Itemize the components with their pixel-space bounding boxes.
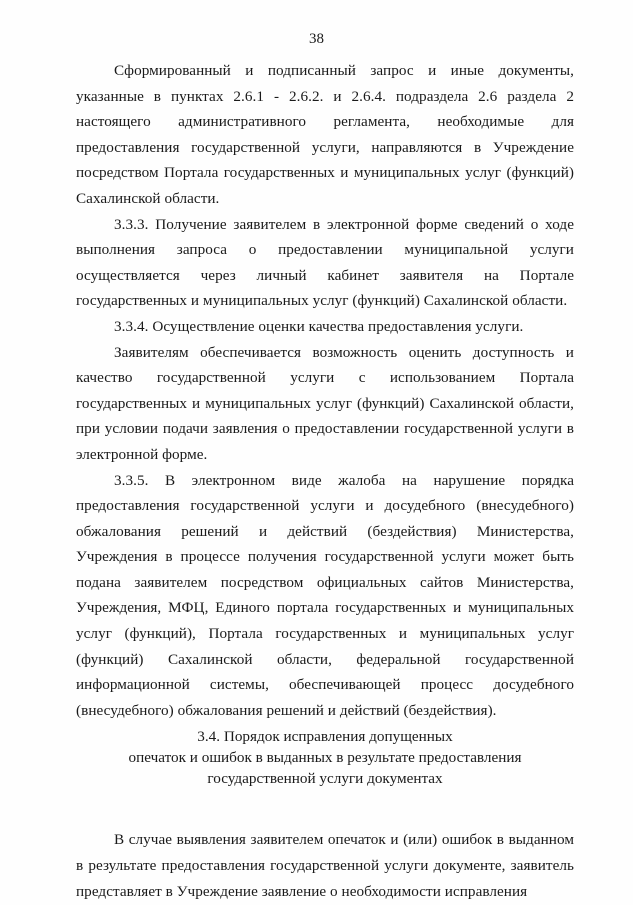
paragraph-request-submission: Сформированный и подписанный запрос и иные документы, указанные в пунктах 2.6.1 - 2.6.2. и 2.6.4. подраздела 2.6 раздела 2 настоящего административного регламента, необходимые для предоставления государственной услуги, направляются в Учреждение посредством Портала государственных и муниципальных услуг (функций) Сахалинской области. bbox=[76, 62, 574, 207]
paragraph-3-3-3: 3.3.3. Получение заявителем в электронной форме сведений о ходе выполнения запроса о предоставлении муниципальной услуги осуществляется через личный кабинет заявителя на Портале государственных и муниципальных услуг (функций) Сахалинской области. bbox=[76, 215, 574, 310]
section-heading-3-4 bbox=[76, 726, 574, 789]
section-heading-line: государственной услуги документах bbox=[207, 770, 443, 788]
section-heading-line: опечаток и ошибок в выданных в результате предоставления bbox=[128, 749, 522, 767]
paragraph-quality-assessment: Заявителям обеспечивается возможность оценить доступность и качество государственной услуги с использованием Портала государственных и муниципальных услуг (функций) Сахалинской области, при условии подачи заявления о предоставлении государственной услуги в электронной форме. bbox=[76, 343, 574, 463]
section-heading-line: 3.4. Порядок исправления допущенных bbox=[197, 728, 453, 746]
paragraph-error-correction: В случае выявления заявителем опечаток и (или) ошибок в выданном в результате предоставления государственной услуги документе, заявитель представляет в Учреждение заявление о необходимости исправления bbox=[76, 831, 574, 900]
paragraph-3-3-5: 3.3.5. В электронном виде жалоба на нарушение порядка предоставления государственной услуги и досудебного (внесудебного) обжалования решений и действий (бездействия) Министерства, Учреждения в процессе получения государственной услуги может быть подана заявителем посредством официальных сайтов Министерства, Учреждения, МФЦ, Единого портала государственных и муниципальных услуг (функций), Портала государственных и муниципальных услуг (функций) Сахалинской области, федеральной государственной информационной системы, обеспечивающей процесс досудебного (внесудебного) обжалования решений и действий (бездействия). bbox=[76, 471, 574, 719]
paragraph-3-3-4: 3.3.4. Осуществление оценки качества предоставления услуги. bbox=[114, 317, 524, 335]
page-number: 38 bbox=[309, 31, 324, 47]
document-body bbox=[76, 58, 574, 904]
spacer bbox=[76, 789, 574, 827]
